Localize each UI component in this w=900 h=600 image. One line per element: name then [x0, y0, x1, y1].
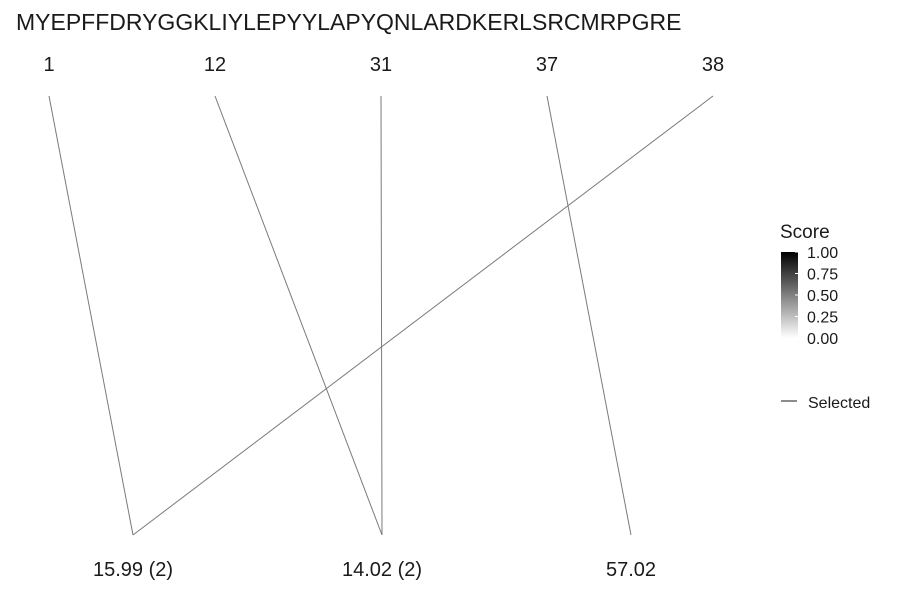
- link-line-31: [381, 96, 382, 535]
- legend-score-ticks: [795, 245, 838, 348]
- position-label-1: 1: [43, 54, 55, 76]
- position-label-37: 37: [535, 54, 559, 76]
- position-label-38: 38: [701, 54, 725, 76]
- mass-shift-label: 57.02: [605, 559, 657, 581]
- link-line-37: [547, 96, 631, 535]
- legend-selected-label: Selected: [808, 395, 871, 412]
- position-label-31: 31: [369, 54, 393, 76]
- position-labels: [43, 54, 724, 76]
- link-line-12: [215, 96, 382, 535]
- legend-tick-label: 1.00: [807, 245, 839, 262]
- mass-shift-label: 15.99 (2): [92, 559, 174, 581]
- peptide-sequence: MYEPFFDRYGGKLIYLEPYYLAPYQNLARDKERLSRCMRPGRE: [16, 9, 682, 35]
- legend-tick-label: 0.00: [807, 331, 839, 348]
- link-group: [49, 96, 713, 535]
- legend-score-title: Score: [780, 222, 830, 243]
- link-line-38: [133, 96, 713, 535]
- position-label-12: 12: [203, 54, 227, 76]
- legend-tick-label: 0.75: [807, 266, 839, 284]
- legend-tick-label: 0.50: [807, 288, 839, 305]
- mass-shift-label: 14.02 (2): [341, 559, 423, 581]
- link-line-1: [49, 96, 133, 535]
- mass-shift-labels: [93, 559, 656, 581]
- legend-tick-label: 0.25: [807, 309, 839, 327]
- legend: [780, 222, 870, 412]
